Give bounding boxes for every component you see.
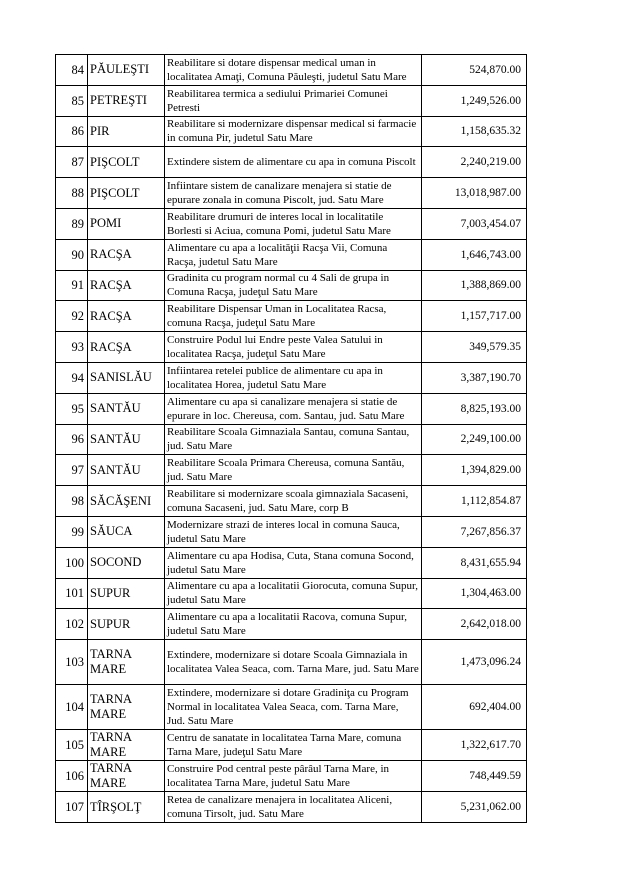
row-number: 103	[56, 640, 88, 685]
table-row	[56, 55, 527, 86]
row-number: 87	[56, 147, 88, 178]
projects-table	[55, 54, 527, 823]
amount: 7,267,856.37	[422, 516, 527, 547]
table-row	[56, 578, 527, 609]
row-number: 101	[56, 578, 88, 609]
locality: PIR	[88, 116, 165, 147]
table-row	[56, 239, 527, 270]
project-description: Reabilitare si modernizare dispensar medical si farmacie in comuna Pir, judetul Satu Mare	[165, 116, 422, 147]
row-number: 89	[56, 208, 88, 239]
locality: SĂCĂŞENI	[88, 486, 165, 517]
amount: 524,870.00	[422, 55, 527, 86]
amount: 2,642,018.00	[422, 609, 527, 640]
amount: 748,449.59	[422, 761, 527, 792]
amount: 8,431,655.94	[422, 547, 527, 578]
row-number: 97	[56, 455, 88, 486]
row-number: 86	[56, 116, 88, 147]
locality: TARNA MARE	[88, 685, 165, 730]
amount: 1,158,635.32	[422, 116, 527, 147]
locality: PĂULEŞTI	[88, 55, 165, 86]
table-row	[56, 208, 527, 239]
project-description: Extindere, modernizare si dotare Scoala Gimnaziala in localitatea Valea Seaca, com. Tarna Mare, jud. Satu Mare	[165, 640, 422, 685]
table-row	[56, 147, 527, 178]
table-row	[56, 455, 527, 486]
locality: SUPUR	[88, 609, 165, 640]
row-number: 98	[56, 486, 88, 517]
project-description: Construire Pod central peste pârâul Tarna Mare, in localitatea Tarna Mare, judetul Satu Mare	[165, 761, 422, 792]
amount: 1,304,463.00	[422, 578, 527, 609]
locality: SĂUCA	[88, 516, 165, 547]
row-number: 84	[56, 55, 88, 86]
project-description: Modernizare strazi de interes local in comuna Sauca, judetul Satu Mare	[165, 516, 422, 547]
row-number: 91	[56, 270, 88, 301]
row-number: 99	[56, 516, 88, 547]
table-row	[56, 516, 527, 547]
row-number: 85	[56, 85, 88, 116]
row-number: 105	[56, 730, 88, 761]
project-description: Infiintarea retelei publice de alimentare cu apa in localitatea Horea, judetul Satu Mare	[165, 362, 422, 393]
locality: SANTĂU	[88, 393, 165, 424]
row-number: 104	[56, 685, 88, 730]
project-description: Extindere, modernizare si dotare Gradiniţa cu Program Normal in localitatea Valea Seaca, com. Tarna Mare, Jud. Satu Mare	[165, 685, 422, 730]
locality: SOCOND	[88, 547, 165, 578]
locality: RACŞA	[88, 301, 165, 332]
amount: 692,404.00	[422, 685, 527, 730]
table-row	[56, 178, 527, 209]
amount: 1,249,526.00	[422, 85, 527, 116]
amount: 3,387,190.70	[422, 362, 527, 393]
locality: SANTĂU	[88, 455, 165, 486]
project-description: Alimentare cu apa si canalizare menajera si statie de epurare in loc. Chereusa, com. Santau, jud. Satu Mare	[165, 393, 422, 424]
table-row	[56, 362, 527, 393]
project-description: Reabilitare Scoala Gimnaziala Santau, comuna Santau, jud. Satu Mare	[165, 424, 422, 455]
amount: 1,646,743.00	[422, 239, 527, 270]
project-description: Reabilitare Dispensar Uman in Localitatea Racsa, comuna Racşa, judeţul Satu Mare	[165, 301, 422, 332]
locality: TÎRŞOLŢ	[88, 792, 165, 823]
locality: TARNA MARE	[88, 730, 165, 761]
row-number: 100	[56, 547, 88, 578]
project-description: Alimentare cu apa a localitatii Racova, comuna Supur, judetul Satu Mare	[165, 609, 422, 640]
project-description: Reabilitarea termica a sediului Primariei Comunei Petresti	[165, 85, 422, 116]
table-row	[56, 332, 527, 363]
project-description: Alimentare cu apa Hodisa, Cuta, Stana comuna Socond, judetul Satu Mare	[165, 547, 422, 578]
project-description: Infiintare sistem de canalizare menajera si statie de epurare zonala in comuna Piscolt, jud. Satu Mare	[165, 178, 422, 209]
locality: TARNA MARE	[88, 640, 165, 685]
locality: PIŞCOLT	[88, 147, 165, 178]
document-page	[55, 54, 527, 823]
project-description: Reabilitare si dotare dispensar medical uman in localitatea Amaţi, Comuna Păuleşti, judetul Satu Mare	[165, 55, 422, 86]
locality: PETREŞTI	[88, 85, 165, 116]
table-row	[56, 792, 527, 823]
amount: 7,003,454.07	[422, 208, 527, 239]
table-row	[56, 685, 527, 730]
project-description: Construire Podul lui Endre peste Valea Satului in localitatea Racşa, judeţul Satu Mare	[165, 332, 422, 363]
locality: SUPUR	[88, 578, 165, 609]
locality: RACŞA	[88, 270, 165, 301]
table-row	[56, 116, 527, 147]
table-row	[56, 761, 527, 792]
table-row	[56, 609, 527, 640]
row-number: 94	[56, 362, 88, 393]
locality: RACŞA	[88, 239, 165, 270]
row-number: 88	[56, 178, 88, 209]
amount: 2,249,100.00	[422, 424, 527, 455]
project-description: Retea de canalizare menajera in localitatea Aliceni, comuna Tirsolt, jud. Satu Mare	[165, 792, 422, 823]
row-number: 90	[56, 239, 88, 270]
amount: 8,825,193.00	[422, 393, 527, 424]
project-description: Reabilitare Scoala Primara Chereusa, comuna Santău, jud. Satu Mare	[165, 455, 422, 486]
locality: POMI	[88, 208, 165, 239]
table-row	[56, 730, 527, 761]
row-number: 106	[56, 761, 88, 792]
row-number: 96	[56, 424, 88, 455]
amount: 1,388,869.00	[422, 270, 527, 301]
locality: SANISLĂU	[88, 362, 165, 393]
amount: 13,018,987.00	[422, 178, 527, 209]
table-row	[56, 301, 527, 332]
table-row	[56, 424, 527, 455]
project-description: Alimentare cu apa a localităţii Racşa Vii, Comuna Racşa, judetul Satu Mare	[165, 239, 422, 270]
project-description: Reabilitare drumuri de interes local in localitatile Borlesti si Aciua, comuna Pomi, judetul Satu Mare	[165, 208, 422, 239]
amount: 1,112,854.87	[422, 486, 527, 517]
table-row	[56, 486, 527, 517]
project-description: Gradinita cu program normal cu 4 Sali de grupa in Comuna Racşa, judeţul Satu Mare	[165, 270, 422, 301]
table-row	[56, 547, 527, 578]
amount: 1,322,617.70	[422, 730, 527, 761]
table-row	[56, 393, 527, 424]
row-number: 107	[56, 792, 88, 823]
project-description: Alimentare cu apa a localitatii Giorocuta, comuna Supur, judetul Satu Mare	[165, 578, 422, 609]
row-number: 93	[56, 332, 88, 363]
table-row	[56, 640, 527, 685]
project-description: Reabilitare si modernizare scoala gimnaziala Sacaseni, comuna Sacaseni, jud. Satu Mare, corp B	[165, 486, 422, 517]
project-description: Extindere sistem de alimentare cu apa in comuna Piscolt	[165, 147, 422, 178]
row-number: 95	[56, 393, 88, 424]
amount: 5,231,062.00	[422, 792, 527, 823]
table-row	[56, 270, 527, 301]
table-row	[56, 85, 527, 116]
locality: TARNA MARE	[88, 761, 165, 792]
locality: PIŞCOLT	[88, 178, 165, 209]
locality: SANTĂU	[88, 424, 165, 455]
project-description: Centru de sanatate in localitatea Tarna Mare, comuna Tarna Mare, judeţul Satu Mare	[165, 730, 422, 761]
row-number: 102	[56, 609, 88, 640]
amount: 1,157,717.00	[422, 301, 527, 332]
amount: 1,394,829.00	[422, 455, 527, 486]
amount: 2,240,219.00	[422, 147, 527, 178]
amount: 349,579.35	[422, 332, 527, 363]
locality: RACŞA	[88, 332, 165, 363]
row-number: 92	[56, 301, 88, 332]
amount: 1,473,096.24	[422, 640, 527, 685]
